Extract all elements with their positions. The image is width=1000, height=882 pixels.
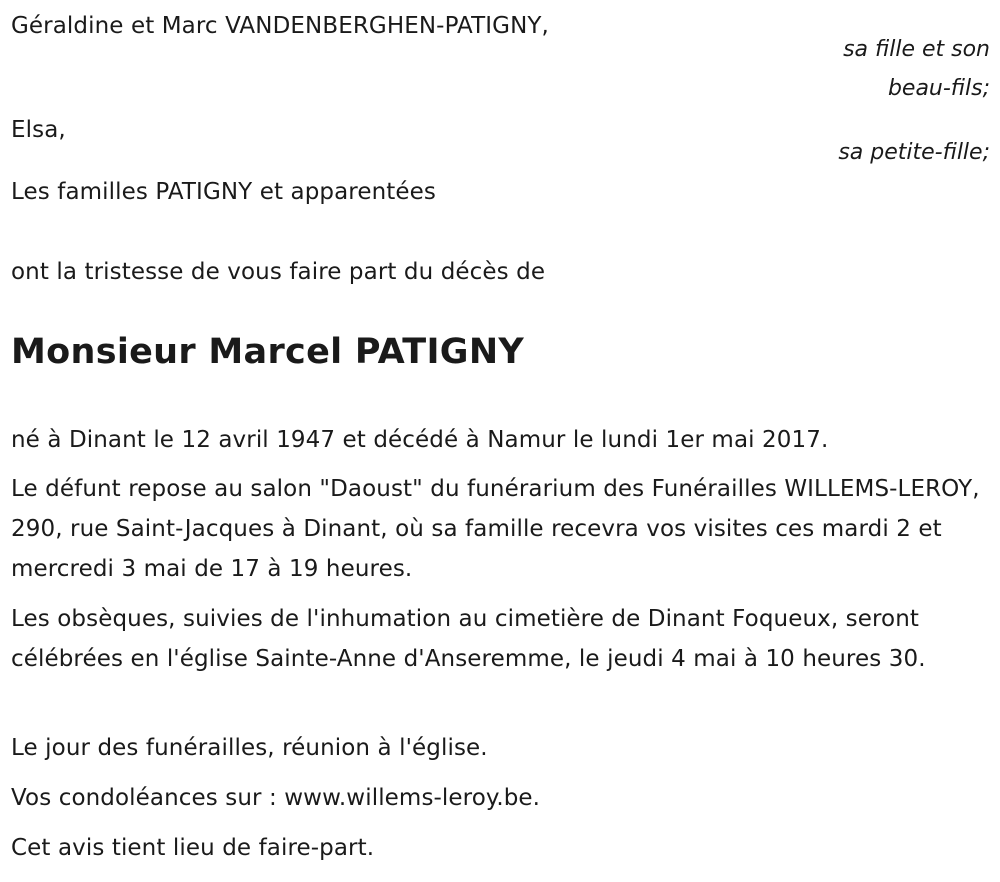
- visitation-paragraph: Le défunt repose au salon "Daoust" du funérarium des Funérailles WILLEMS-LEROY, 290, rue Saint-Jacques à Dinant, où sa famille recevra vos visites ces mardi 2 et mercredi 3 mai de 17 à 19 heures.: [11, 476, 980, 582]
- daughter-relation-line-2: beau-fils;: [887, 76, 990, 101]
- family-granddaughter-line: Elsa,: [11, 117, 66, 143]
- daughter-relation-line-1: sa fille et son: [843, 37, 990, 62]
- announcement-text: ont la tristesse de vous faire part du décès de: [11, 259, 546, 285]
- family-daughter-line: Géraldine et Marc VANDENBERGHEN-PATIGNY,: [11, 13, 549, 39]
- family-related-line: Les familles PATIGNY et apparentées: [11, 179, 436, 205]
- meeting-paragraph: Le jour des funérailles, réunion à l'église.: [11, 735, 488, 761]
- birth-death-paragraph: né à Dinant le 12 avril 1947 et décédé à Namur le lundi 1er mai 2017.: [11, 427, 829, 453]
- funeral-paragraph: Les obsèques, suivies de l'inhumation au cimetière de Dinant Foqueux, seront célébrées en l'église Sainte-Anne d'Anseremme, le jeudi 4 mai à 10 heures 30.: [11, 606, 926, 672]
- notice-note-paragraph: Cet avis tient lieu de faire-part.: [11, 835, 375, 861]
- deceased-name: Monsieur Marcel PATIGNY: [11, 332, 525, 372]
- condolences-paragraph: Vos condoléances sur : www.willems-leroy.be.: [11, 785, 541, 811]
- granddaughter-relation: sa petite-fille;: [838, 140, 990, 165]
